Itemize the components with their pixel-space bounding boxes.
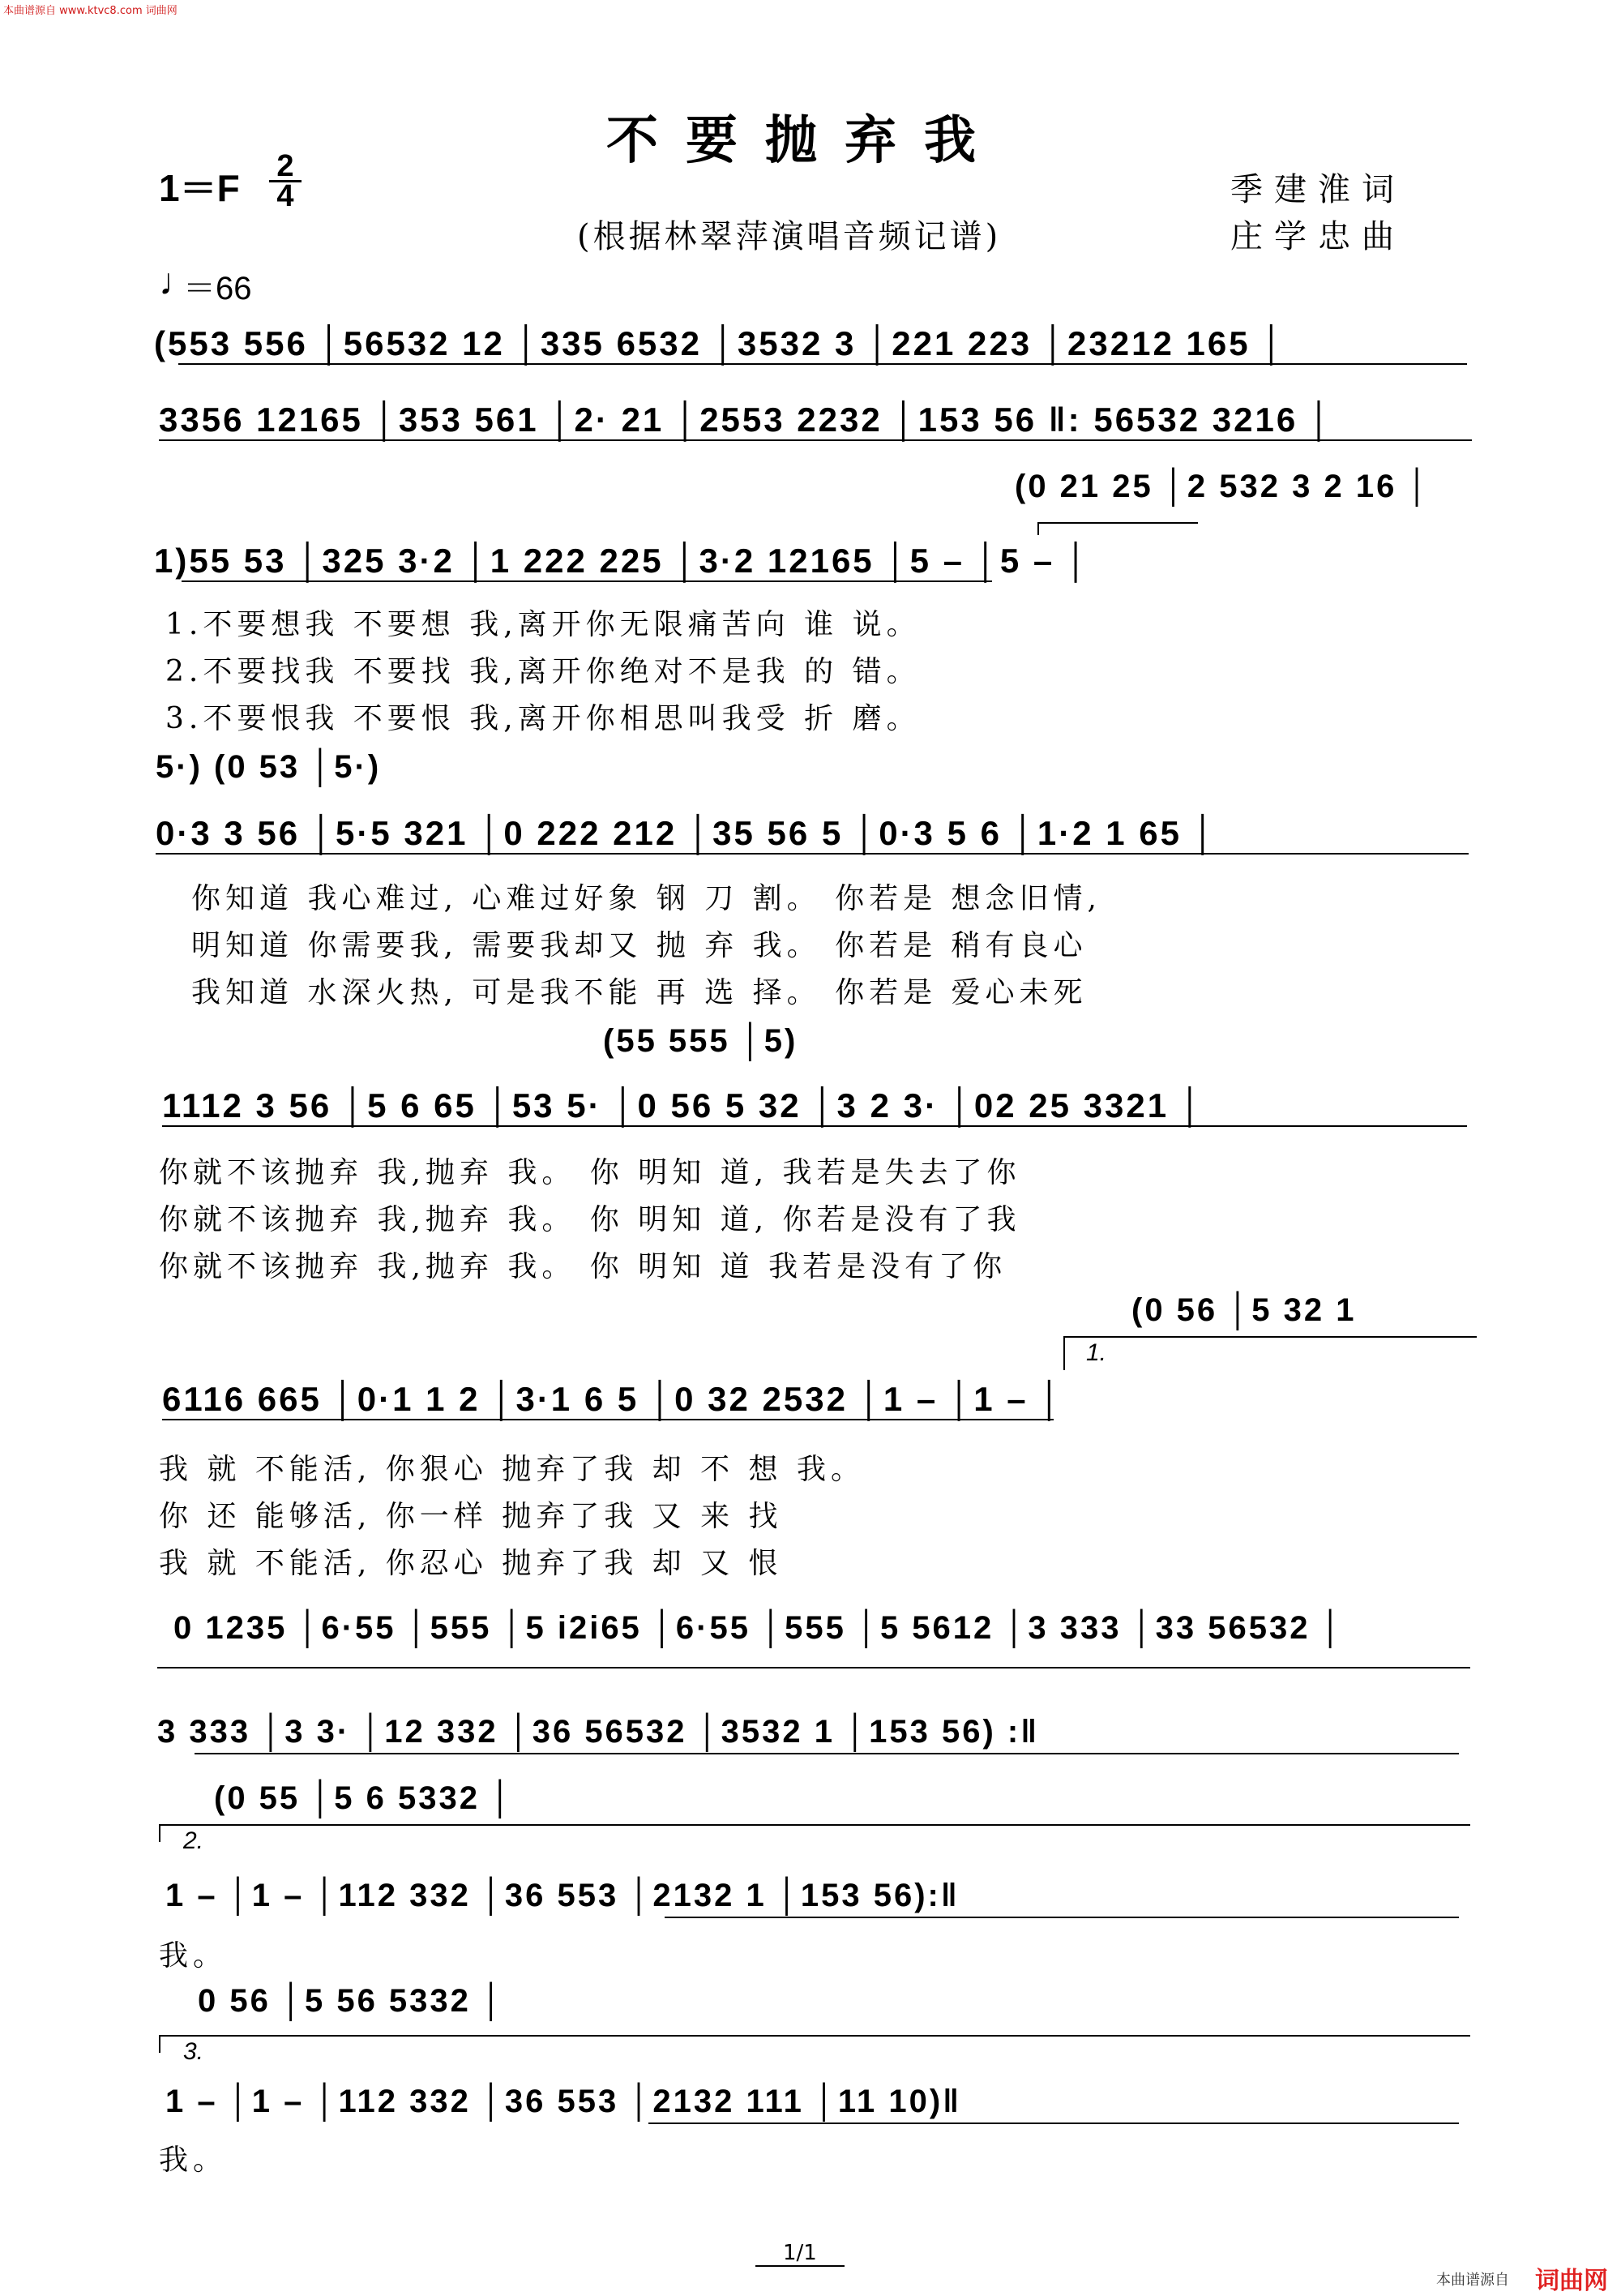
composer: 庄学忠曲	[1230, 218, 1405, 255]
time-numerator: 2	[276, 149, 294, 183]
lyric-line: 1.不要想我 不要想 我,离开你无限痛苦向 谁 说。	[165, 608, 921, 641]
notation-line: (0 21 25 │2 532 3 2 16 │	[1015, 469, 1431, 504]
lyric-line: 我 就 不能活, 你忍心 抛弃了我 却 又 恨	[159, 1547, 783, 1580]
notation-line: (0 56 │5 32 1	[1131, 1292, 1357, 1328]
lyric-line: 我。	[159, 2144, 228, 2177]
tempo-value: ＝66	[183, 271, 252, 306]
notation-line: (0 55 │5 6 5332 │	[214, 1780, 515, 1816]
notation-line: 3356 12165 │353 561 │2· 21 │2553 2232 │153 56 ‖: 56532 3216 │	[159, 401, 1334, 439]
notation-line: 1 – │1 – │112 332 │36 553 │2132 1 │153 56):‖	[165, 1878, 960, 1913]
lyric-line: 你就不该抛弃 我,抛弃 我。 你 明知 道, 我若是失去了你	[159, 1156, 1021, 1189]
volta-number: 2.	[183, 1827, 204, 1854]
notation-line: 5·) (0 53 │5·)	[156, 749, 382, 785]
watermark-top-left: 本曲谱源自 www.ktvc8.com 词曲网	[3, 5, 177, 17]
notation-line: 1 – │1 – │112 332 │36 553 │2132 111 │11 10)‖	[165, 2084, 962, 2119]
notation-line: 0 1235 │6·55 │555 │5 i2i65 │6·55 │555 │5 5612 │3 333 │33 56532 │	[173, 1610, 1345, 1646]
page-number: 1/1	[755, 2241, 845, 2267]
site-logo: 词曲网	[1535, 2267, 1608, 2295]
notation-line: 0·3 3 56 │5·5 321 │0 222 212 │35 56 5 │0·3 5 6 │1·2 1 65 │	[156, 814, 1217, 852]
notation-line: (553 556 │56532 12 │335 6532 │3532 3 │221 223 │23212 165 │	[154, 324, 1286, 362]
lyric-line: 2.不要找我 不要找 我,离开你绝对不是我 的 错。	[165, 655, 921, 688]
watermark-bottom-right: 本曲谱源自	[1436, 2272, 1509, 2289]
lyric-line: 你 还 能够活, 你一样 抛弃了我 又 来 找	[159, 1500, 783, 1533]
lyric-line: 你就不该抛弃 我,抛弃 我。 你 明知 道, 你若是没有了我	[159, 1203, 1021, 1236]
lyric-line: 3.不要恨我 不要恨 我,离开你相思叫我受 折 磨。	[165, 702, 921, 735]
lyric-line: 你就不该抛弃 我,抛弃 我。 你 明知 道 我若是没有了你	[159, 1250, 1007, 1283]
subtitle: (根据林翠萍演唱音频记谱)	[577, 218, 1002, 255]
key-signature: 1＝F	[159, 167, 240, 209]
notation-line: (55 555 │5)	[603, 1023, 798, 1059]
volta-number: 1.	[1086, 1339, 1107, 1366]
lyric-line: 我 就 不能活, 你狠心 抛弃了我 却 不 想 我。	[159, 1453, 865, 1486]
lyric-line: 我。	[159, 1939, 228, 1973]
time-denominator: 4	[269, 180, 302, 210]
notation-line: 3 333 │3 3· │12 332 │36 56532 │3532 1 │153 56) :‖	[157, 1714, 1040, 1750]
notation-line: 1112 3 56 │5 6 65 │53 5· │0 56 5 32 │3 2 3· │02 25 3321 │	[162, 1086, 1204, 1124]
volta-number: 3.	[183, 2038, 204, 2065]
song-title: 不要抛弃我	[606, 110, 1003, 171]
lyric-line: 你知道 我心难过, 心难过好象 钢 刀 割。 你若是 想念旧情,	[191, 882, 1101, 915]
lyric-line: 明知道 你需要我, 需要我却又 抛 弃 我。 你若是 稍有良心	[191, 929, 1088, 962]
tempo-note-icon: ♩	[159, 260, 196, 302]
notation-line: 6116 665 │0·1 1 2 │3·1 6 5 │0 32 2532 │1 – │1 – │	[162, 1380, 1064, 1418]
lyric-line: 我知道 水深火热, 可是我不能 再 选 择。 你若是 爱心未死	[191, 976, 1088, 1009]
notation-line: 1)55 53 │325 3·2 │1 222 225 │3·2 12165 │5 – │5 – │	[154, 542, 1091, 580]
notation-line: 0 56 │5 56 5332 │	[198, 1983, 506, 2019]
time-signature	[269, 149, 302, 213]
lyricist: 季建淮词	[1230, 171, 1405, 208]
